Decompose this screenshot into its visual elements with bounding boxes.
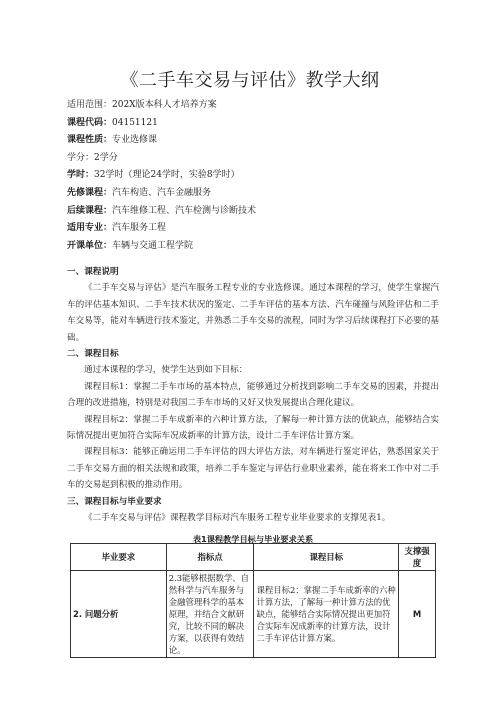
column-header: 毕业要求 — [71, 544, 167, 571]
meta-value: 04151121 — [112, 117, 158, 128]
meta-followup — [67, 203, 447, 221]
meta-key: 开课单位： — [67, 240, 113, 251]
section-heading: 二、课程目标 — [67, 349, 119, 360]
requirements-table — [70, 543, 436, 658]
paragraph: 《二手车交易与评估》课程教学目标对汽车服务工程专业毕业要求的支撑见表1。 — [84, 513, 391, 524]
meta-key: 适用范围： — [67, 100, 113, 110]
paragraph: 通过本课程的学习，使学生达到如下目标： — [84, 365, 248, 376]
meta-value: 32学时（理论24学时，实验8学时） — [94, 170, 240, 181]
meta-value: 汽车服务工程 — [112, 223, 167, 234]
meta-hours — [67, 167, 447, 185]
meta-prerequisites — [67, 185, 447, 203]
section-heading: 三、课程目标与毕业要求 — [67, 496, 162, 507]
table-cell-indicator: 2.3能够根据数学、自然科学与汽车服务与金融管理科学的基本原理，并结合文献研究，比较不同的解决方案，以获得有效结论。 — [166, 571, 254, 658]
meta-key: 课程代码： — [67, 117, 113, 128]
document-body — [67, 264, 439, 549]
meta-credits — [67, 150, 447, 168]
meta-nature — [67, 132, 447, 150]
meta-code — [67, 115, 447, 133]
meta-key: 适用专业： — [67, 223, 113, 234]
table-row — [71, 571, 436, 658]
table-header-row — [71, 544, 436, 571]
meta-value: 车辆与交通工程学院 — [112, 240, 194, 251]
meta-value: 专业选修课 — [112, 135, 158, 146]
table-cell-goal: 课程目标2：掌握二手车成新率的六种计算方法，了解每一种计算方法的优缺点，能够结合实际情况提出更加符合实际车况成新率的计算方法，设计二手车评估计算方案。 — [254, 571, 399, 658]
meta-scope — [67, 97, 447, 115]
meta-key: 学分： — [67, 152, 95, 163]
meta-value: 汽车构造、汽车金融服务 — [112, 187, 212, 198]
meta-key: 后续课程： — [67, 205, 113, 216]
meta-value: 汽车维修工程、汽车检测与诊断技术 — [112, 205, 257, 216]
column-header: 指标点 — [166, 544, 254, 571]
course-meta — [67, 97, 447, 255]
column-header: 课程目标 — [254, 544, 399, 571]
meta-major — [67, 220, 447, 238]
paragraph: 课程目标1：掌握二手车市场的基本特点，能够通过分析找到影响二手车交易的因素，并提出合理的改进措施，特别是对我国二手车市场的又好又快发展提出合理化建议。 — [67, 381, 439, 409]
table-cell-requirement: 2. 问题分析 — [71, 571, 167, 658]
table-cell-strength: M — [399, 571, 436, 658]
meta-key: 课程性质： — [67, 135, 113, 146]
table-caption: 表1课程教学目标与毕业要求关系 — [192, 533, 314, 544]
paragraph: 《二手车交易与评估》是汽车服务工程专业的专业选修课。通过本课程的学习，使学生掌握汽车的评估基本知识、二手车技术状况的鉴定、二手车评估的基本方法、汽车碰撞与风险评估和二手车交易等，能对车辆进行技术鉴定，并熟悉二手车交易的流程，同时为学习后续课程打下必要的基础。 — [67, 283, 439, 343]
meta-key: 先修课程： — [67, 187, 113, 198]
paragraph: 课程目标2：掌握二手车成新率的六种计算方法，了解每一种计算方法的优缺点，能够结合实际情况提出更加符合实际车况成新率的计算方法，设计二手车评估计算方案。 — [67, 414, 439, 442]
section-heading: 一、课程说明 — [67, 267, 119, 277]
document-title: 《二手车交易与评估》教学大纲 — [120, 70, 380, 91]
paragraph: 课程目标3：能够正确运用二手车评估的四大评估方法，对车辆进行鉴定评估，熟悉国家关于二手车交易方面的相关法规和政策，培养二手车鉴定与评估行业职业素养，能在将来工作中对二手车的交易起到积极的推动作用。 — [67, 447, 439, 491]
meta-key: 学时： — [67, 170, 95, 181]
meta-value: 202X版本科人才培养方案 — [112, 100, 217, 110]
meta-value: 2学分 — [94, 152, 118, 163]
meta-unit — [67, 238, 447, 256]
column-header: 支撑强度 — [399, 544, 436, 571]
